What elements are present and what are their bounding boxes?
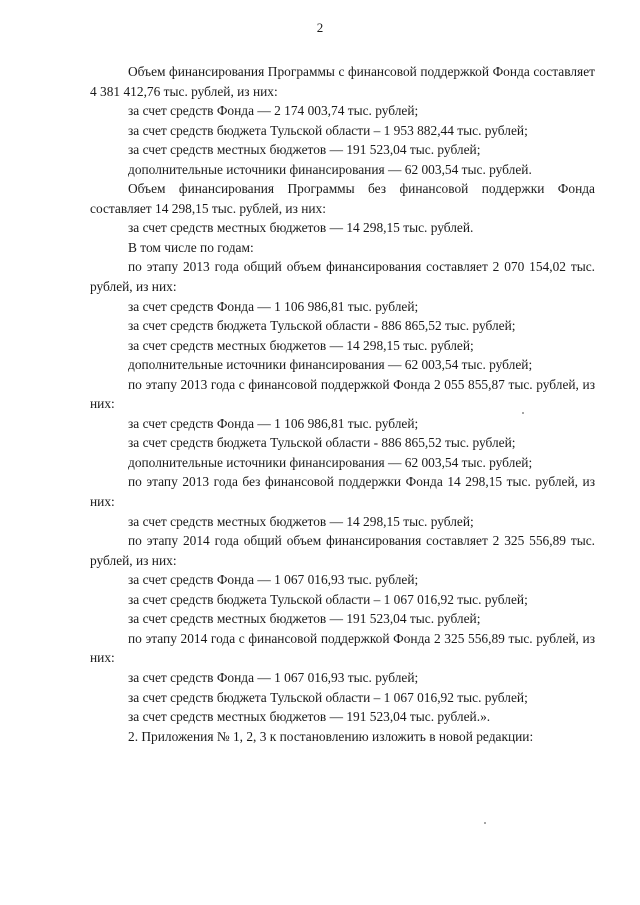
list-item: дополнительные источники финансирования — 62 003,54 тыс. рублей. — [128, 161, 532, 177]
paragraph: по этапу 2014 года общий объем финансирования составляет 2 325 556,89 тыс. рублей, из них: — [90, 533, 595, 568]
list-item: за счет средств бюджета Тульской области – 1 067 016,92 тыс. рублей; — [128, 689, 528, 705]
list-item: за счет средств бюджета Тульской области - 886 865,52 тыс. рублей; — [128, 435, 516, 451]
list-item: за счет средств бюджета Тульской области - 886 865,52 тыс. рублей; — [128, 318, 516, 334]
scan-speck — [484, 822, 486, 824]
list-item: за счет средств местных бюджетов — 14 298,15 тыс. рублей; — [128, 337, 474, 353]
list-item: за счет средств Фонда — 1 106 986,81 тыс. рублей; — [128, 298, 419, 314]
page-number: 2 — [316, 20, 324, 35]
list-item: за счет средств Фонда — 1 106 986,81 тыс. рублей; — [128, 415, 419, 431]
document-body — [90, 62, 595, 746]
paragraph: Объем финансирования Программы без финансовой поддержки Фонда составляет 14 298,15 тыс. рублей, из них: — [90, 181, 595, 216]
list-item: за счет средств Фонда — 1 067 016,93 тыс. рублей; — [128, 669, 419, 685]
list-item: за счет средств местных бюджетов — 191 523,04 тыс. рублей; — [128, 611, 481, 627]
list-item: дополнительные источники финансирования — 62 003,54 тыс. рублей; — [128, 357, 533, 373]
list-item: за счет средств бюджета Тульской области – 1 067 016,92 тыс. рублей; — [128, 591, 528, 607]
list-item: за счет средств местных бюджетов — 191 523,04 тыс. рублей; — [128, 142, 481, 158]
list-item: за счет средств местных бюджетов — 14 298,15 тыс. рублей; — [128, 513, 474, 529]
paragraph: по этапу 2013 года без финансовой поддержки Фонда 14 298,15 тыс. рублей, из них: — [90, 474, 595, 510]
paragraph: Объем финансирования Программы с финансовой поддержкой Фонда составляет 4 381 412,76 тыс. рублей, из них: — [90, 64, 595, 99]
list-item: 2. Приложения № 1, 2, 3 к постановлению изложить в новой редакции: — [128, 728, 534, 744]
list-item: дополнительные источники финансирования — 62 003,54 тыс. рублей; — [128, 454, 533, 470]
scan-speck — [522, 412, 524, 414]
list-item: за счет средств Фонда — 2 174 003,74 тыс. рублей; — [128, 103, 419, 119]
list-item: за счет средств Фонда — 1 067 016,93 тыс. рублей; — [128, 572, 419, 588]
paragraph: по этапу 2013 года с финансовой поддержкой Фонда 2 055 855,87 тыс. рублей, из них: — [90, 376, 595, 412]
paragraph: по этапу 2014 года с финансовой поддержкой Фонда 2 325 556,89 тыс. рублей, из них: — [90, 630, 595, 666]
list-item: за счет средств бюджета Тульской области – 1 953 882,44 тыс. рублей; — [128, 122, 528, 138]
list-item: за счет средств местных бюджетов — 191 523,04 тыс. рублей.». — [128, 709, 491, 725]
paragraph: по этапу 2013 года общий объем финансирования составляет 2 070 154,02 тыс. рублей, из них: — [90, 259, 595, 295]
list-item: за счет средств местных бюджетов — 14 298,15 тыс. рублей. — [128, 220, 474, 236]
list-item: В том числе по годам: — [128, 239, 254, 255]
